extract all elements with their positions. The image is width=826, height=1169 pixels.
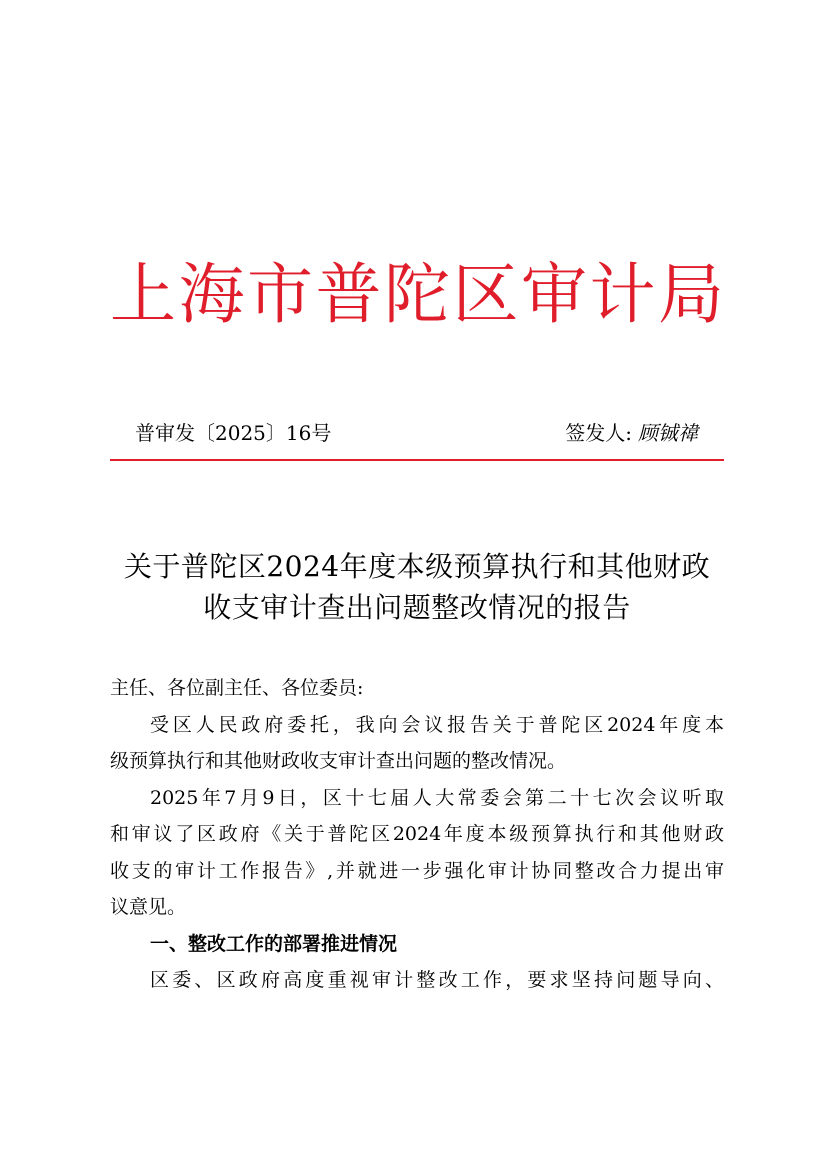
- masthead-char: 计: [589, 256, 656, 333]
- masthead-char: 区: [452, 256, 519, 333]
- paragraph-1-line-2: 级预算执行和其他财政收支审计查出问题的整改情况。: [110, 750, 567, 772]
- masthead-char: 陀: [384, 256, 450, 333]
- masthead-char: 海: [178, 256, 245, 333]
- masthead-char: 局: [658, 256, 724, 333]
- signer: [565, 418, 698, 448]
- masthead-char: 市: [247, 256, 313, 333]
- paragraph-1-line-1: 受区人民政府委托，我向会议报告关于普陀区2024年度本: [150, 713, 724, 736]
- document-body: [110, 670, 724, 999]
- title-line-2: 收支审计查出问题整改情况的报告: [203, 591, 631, 624]
- paragraph-2-line-1: 2025年7月9日，区十七届人大常委会第二十七次会议听取: [150, 786, 724, 809]
- document-number-row: [135, 418, 698, 448]
- masthead-org-name: [110, 252, 724, 338]
- red-divider-line: [110, 459, 724, 461]
- section-heading-1: 一、整改工作的部署推进情况: [150, 932, 398, 955]
- signer-name: 顾铖禕: [638, 421, 698, 445]
- masthead-char: 审: [521, 256, 587, 333]
- masthead-char: 上: [110, 256, 176, 333]
- paragraph-2-line-3: 收支的审计工作报告》,并就进一步强化审计协同整改合力提出审: [110, 859, 724, 882]
- paragraph-2-line-2: 和审议了区政府《关于普陀区2024年度本级预算执行和其他财政: [110, 823, 724, 845]
- title-line-1: 关于普陀区2024年度本级预算执行和其他财政: [123, 550, 711, 583]
- paragraph-3-line-1: 区委、区政府高度重视审计整改工作，要求坚持问题导向、: [150, 969, 724, 991]
- document-number: 普审发〔2025〕16号: [135, 421, 332, 445]
- masthead-char: 普: [315, 256, 382, 333]
- paragraph-2-line-4: 议意见。: [110, 896, 187, 918]
- signer-label: 签发人:: [565, 421, 632, 445]
- document-title: [100, 546, 734, 628]
- salutation: 主任、各位副主任、各位委员:: [110, 677, 364, 699]
